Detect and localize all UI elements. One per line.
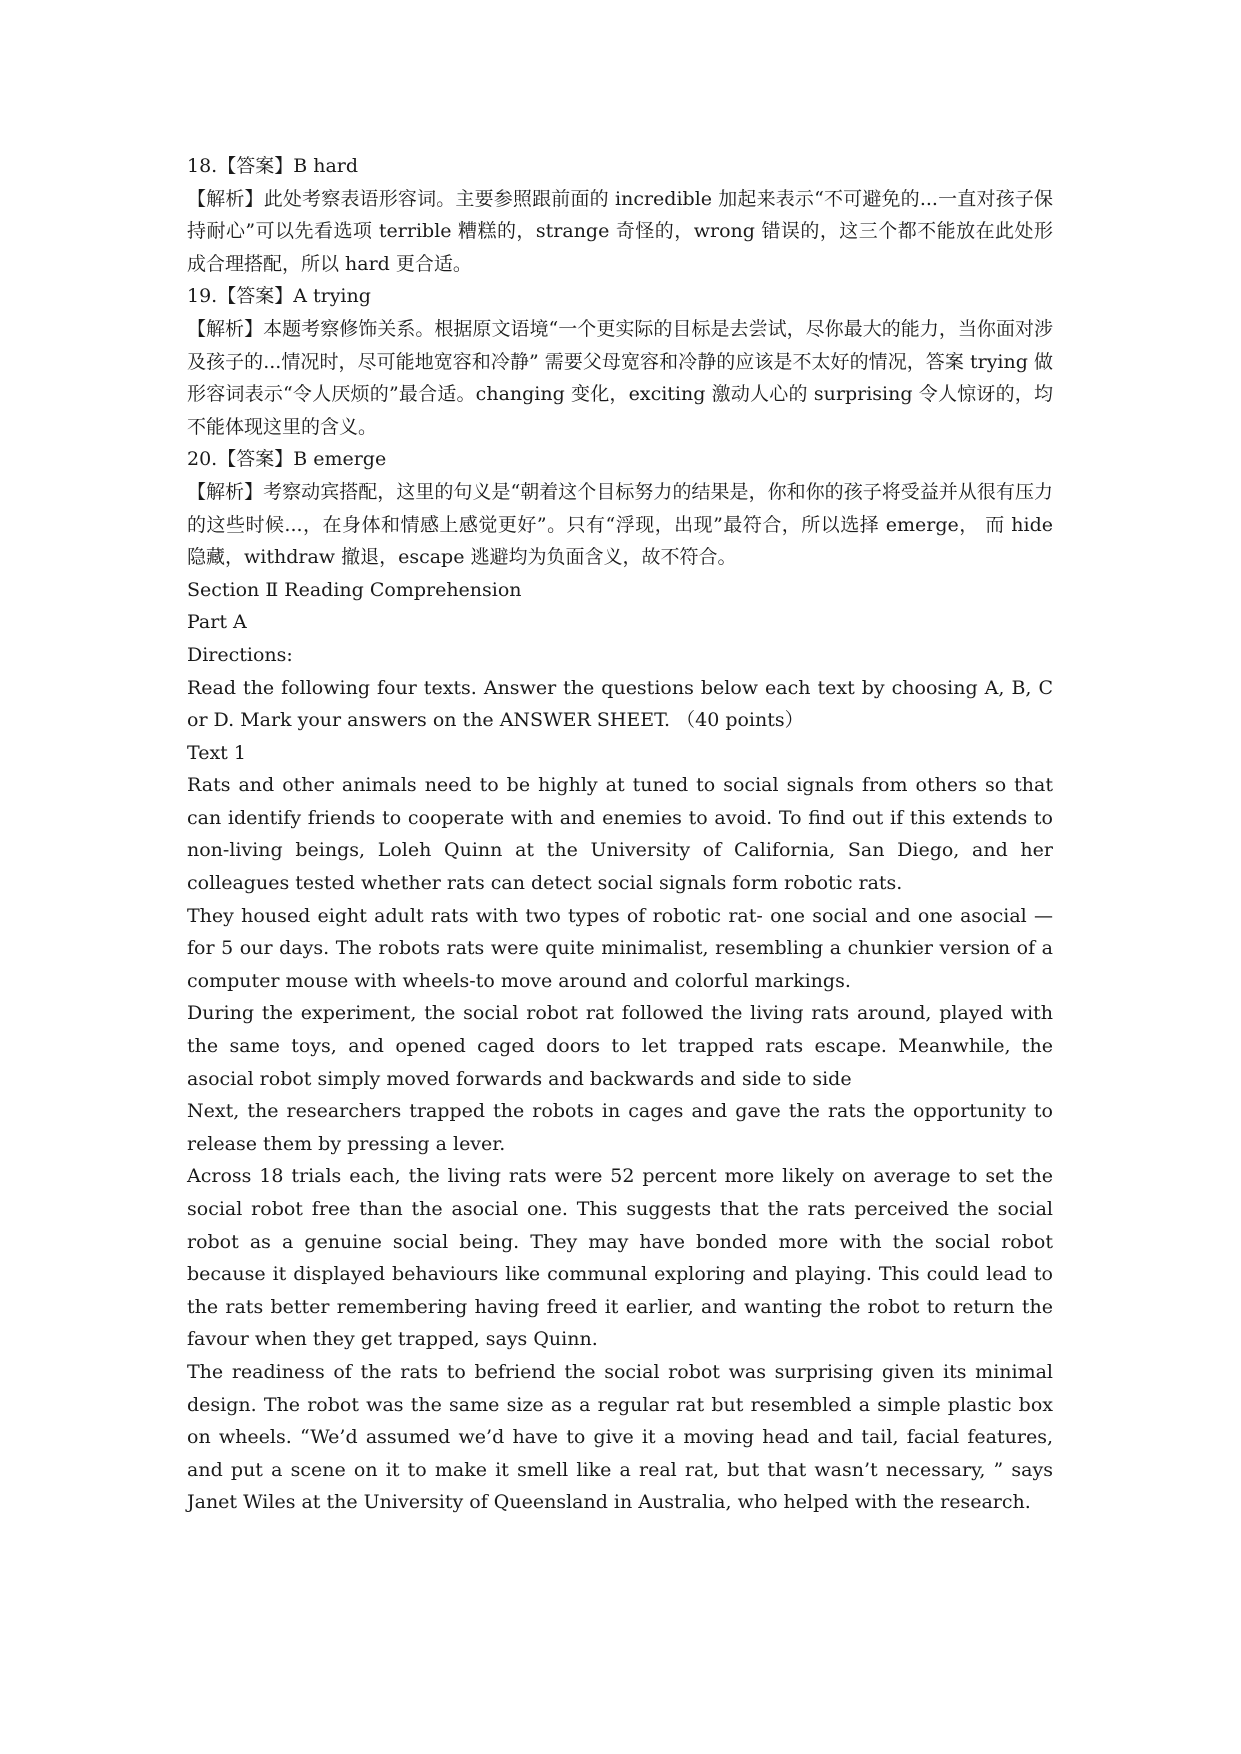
section-title: Section Ⅱ Reading Comprehension <box>187 578 522 601</box>
answer-18-heading: 18.【答案】B hard <box>187 155 359 177</box>
text-1-paragraph: Across 18 trials each, the living rats were 52 percent more likely on average to set the social robot free than the asocial one. This suggests that the rats perceived the social robot as a genuine social being. They may have bonded more with the social robot because it displayed behaviours like communal exploring and playing. This could lead to the rats better remembering having freed it earlier, and wanting the robot to return the favour when they get trapped, says Quinn. <box>187 1165 1060 1351</box>
text-1-paragraph: Rats and other animals need to be highly at tuned to social signals from others so that can identify friends to cooperate with and enemies to avoid. To find out if this extends to non-living beings, Loleh Quinn at the University of California, San Diego, and her colleagues tested whether rats can detect social signals form robotic rats. <box>187 774 1060 895</box>
document-page <box>187 150 1060 1519</box>
text-1-title: Text 1 <box>187 741 246 764</box>
text-1-paragraph: Next, the researchers trapped the robots in cages and gave the rats the opportunity to release them by pressing a lever. <box>187 1100 1060 1155</box>
directions-label: Directions: <box>187 643 293 666</box>
answer-20-analysis: 【解析】考察动宾搭配，这里的句义是“朝着这个目标努力的结果是，你和你的孩子将受益并从很有压力的这些时候...，在身体和情感上感觉更好”。只有“浮现，出现”最符合，所以选择 emerge， 而 hide 隐藏，withdraw 撤退，escape 逃避均为负面含义，故不符合。 <box>187 480 1060 569</box>
text-1-paragraph: The readiness of the rats to befriend the social robot was surprising given its minimal design. The robot was the same size as a regular rat but resembled a simple plastic box on wheels. “We’d assumed we’d have to give it a moving head and tail, facial features, and put a scene on it to make it smell like a real rat, but that wasn’t necessary, ” says Janet Wiles at the University of Queensland in Australia, who helped with the research. <box>187 1360 1060 1514</box>
answer-20-heading: 20.【答案】B emerge <box>187 448 387 471</box>
answer-19-analysis: 【解析】本题考察修饰关系。根据原文语境“一个更实际的目标是去尝试，尽你最大的能力，当你面对涉及孩子的...情况时，尽可能地宽容和冷静” 需要父母宽容和冷静的应该是不太好的情况，答案 trying 做形容词表示“令人厌烦的”最合适。changing 变化，exciting 激动人心的 surprising 令人惊讶的，均不能体现这里的含义。 <box>187 317 1053 438</box>
part-title: Part A <box>187 611 247 634</box>
answer-18-analysis: 【解析】此处考察表语形容词。主要参照跟前面的 incredible 加起来表示“不可避免的...一直对孩子保持耐心”可以先看选项 terrible 糟糕的，strange 奇怪的，wrong 错误的，这三个都不能放在此处形成合理搭配，所以 hard 更合适。 <box>187 187 1053 275</box>
directions-text: Read the following four texts. Answer the questions below each text by choosing A, B, C or D. Mark your answers on the ANSWER SHEET. （40 points） <box>187 676 1060 732</box>
text-1-paragraph: During the experiment, the social robot rat followed the living rats around, played with the same toys, and opened caged doors to let trapped rats escape. Meanwhile, the asocial robot simply moved forwards and backwards and side to side <box>187 1002 1060 1090</box>
answer-19-heading: 19.【答案】A trying <box>187 285 371 308</box>
text-1-paragraph: They housed eight adult rats with two types of robotic rat- one social and one asocial —for 5 our days. The robots rats were quite minimalist, resembling a chunkier version of a computer mouse with wheels-to move around and colorful markings. <box>187 904 1060 992</box>
